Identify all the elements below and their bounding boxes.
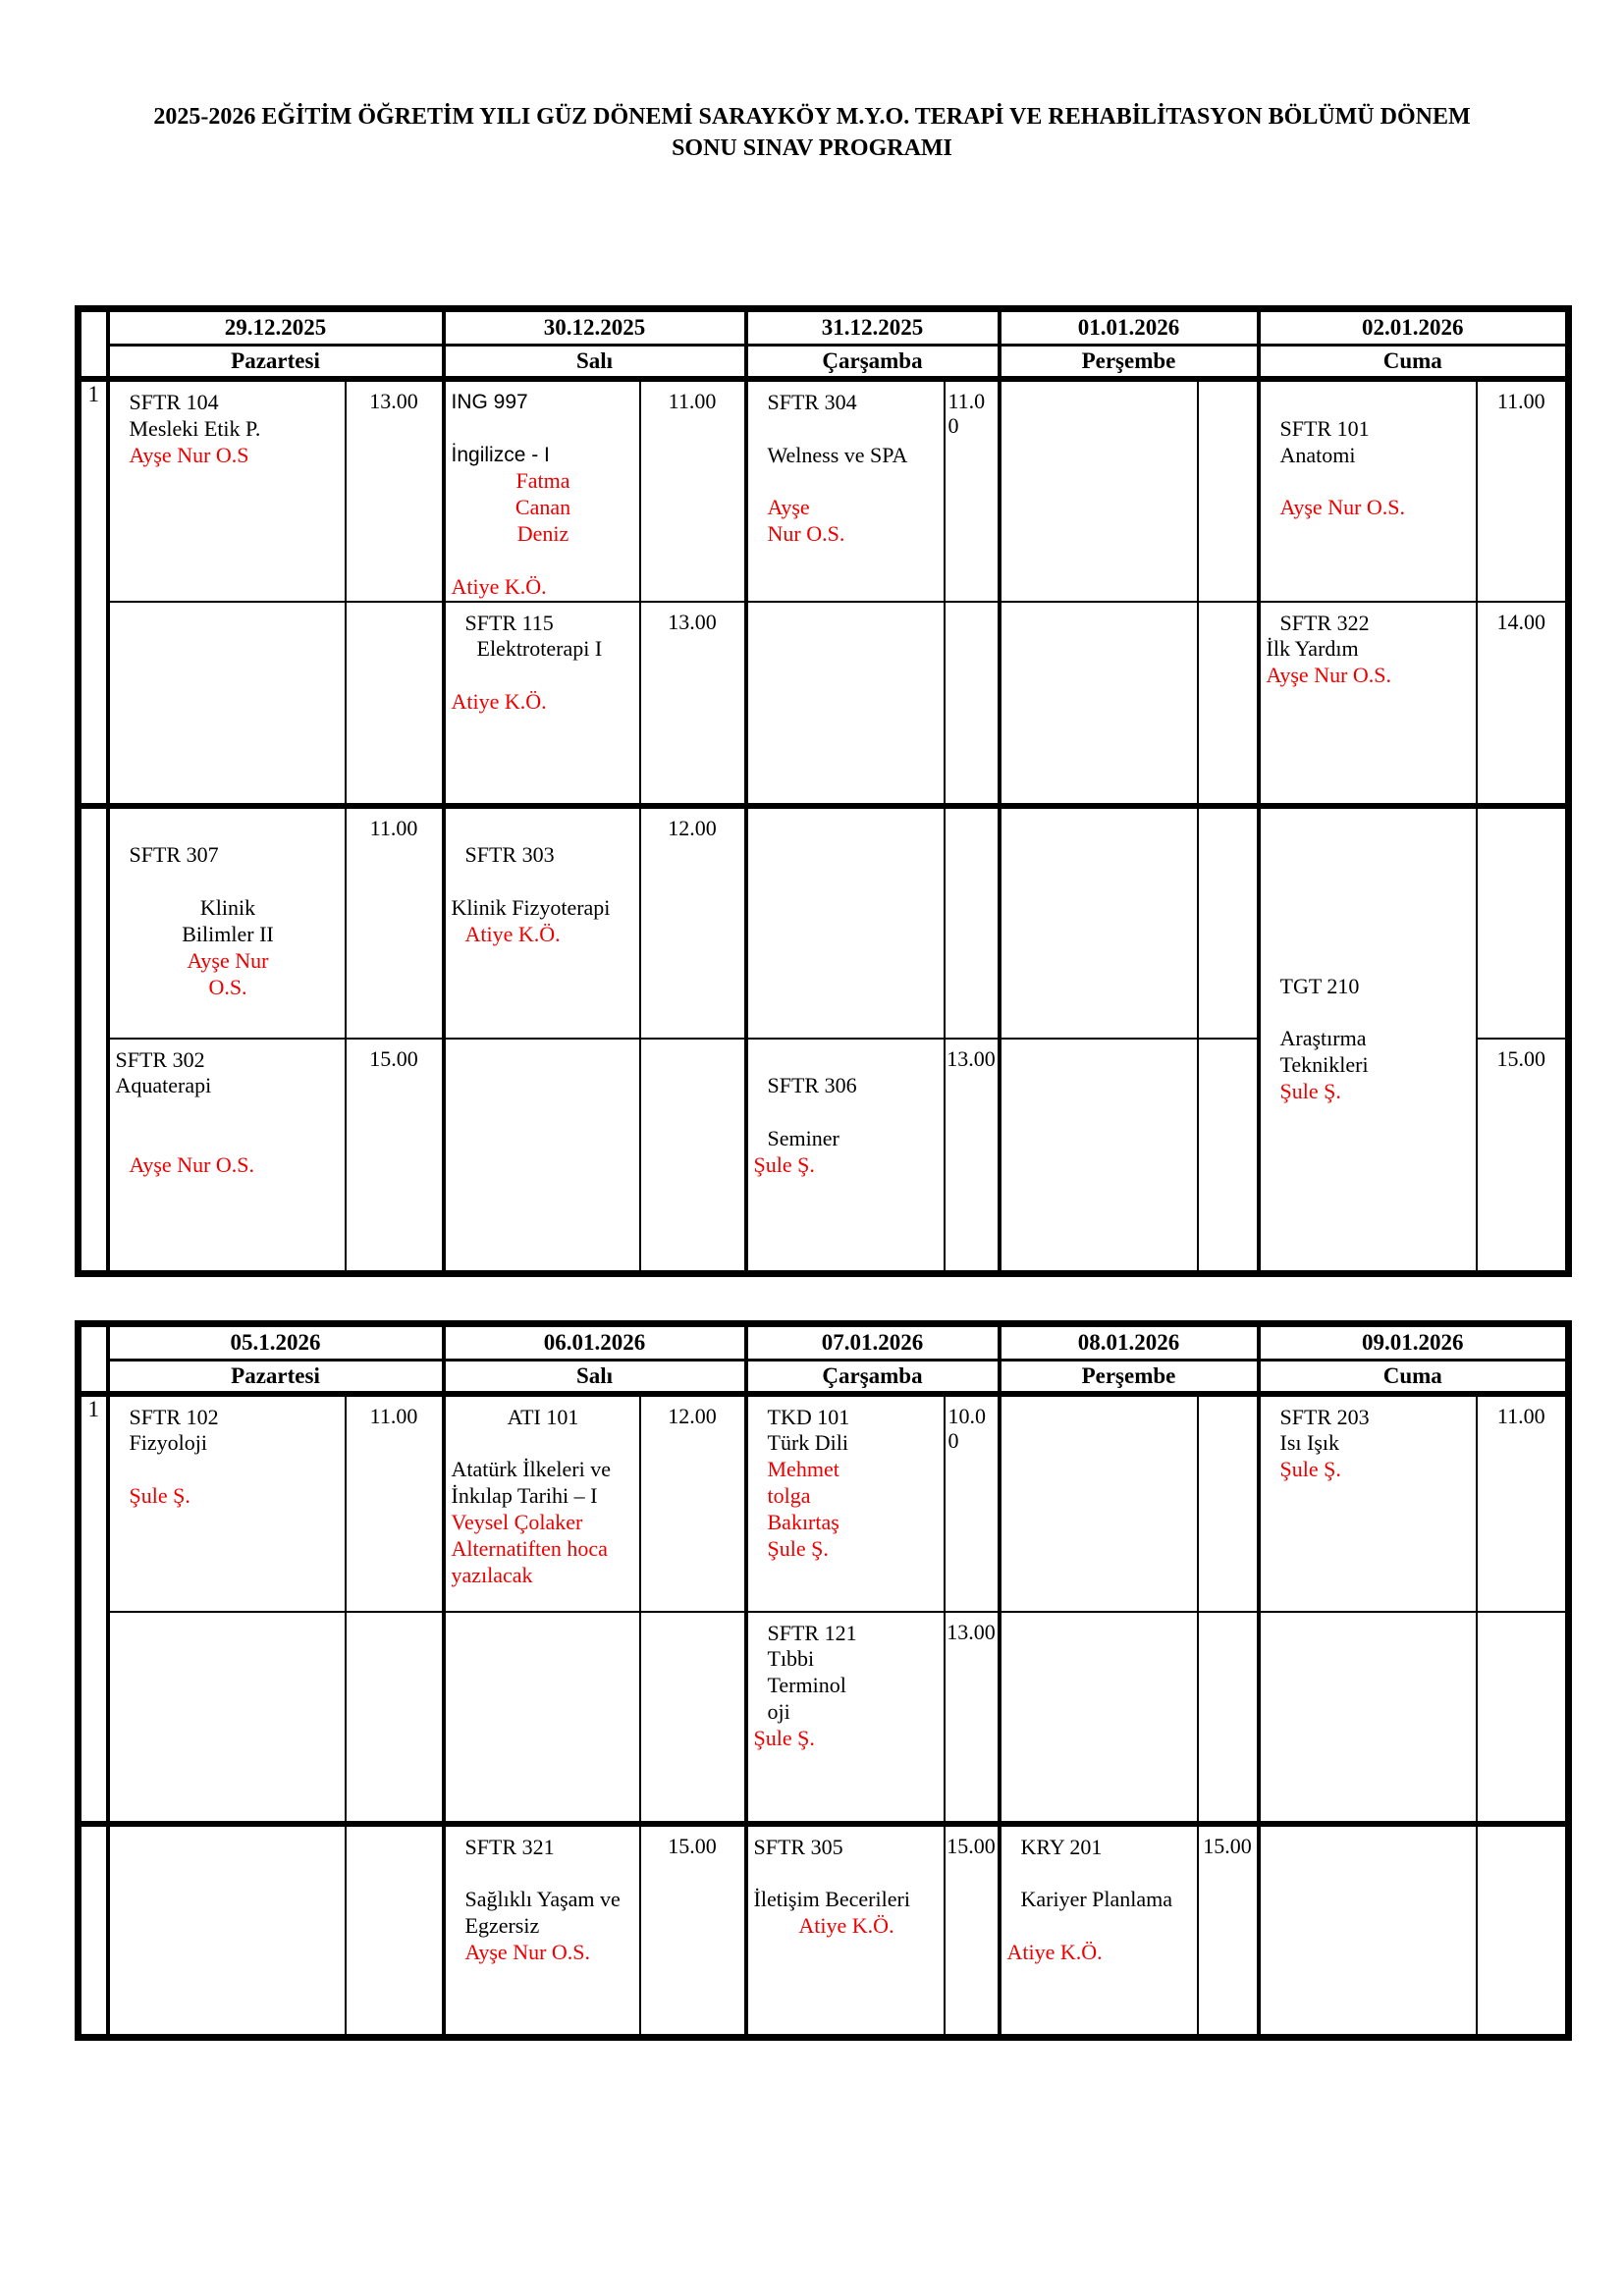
course-text: SFTR 115 — [464, 610, 554, 635]
exam-cell — [1000, 602, 1198, 806]
course-text: Teknikleri — [1279, 1052, 1369, 1078]
row-group-label-cell — [79, 1394, 108, 1824]
exam-time-cell — [640, 1612, 746, 1824]
course-text: TGT 210 — [1279, 973, 1360, 998]
exam-time-cell — [346, 1394, 444, 1612]
course-text — [1267, 390, 1472, 416]
course-text: Atatürk İlkeleri ve — [451, 1457, 611, 1482]
document-title-line-2: SONU SINAV PROGRAMI — [672, 134, 952, 161]
exam-cell — [444, 1394, 640, 1612]
exam-schedule-table-week-2 — [75, 1320, 1572, 2041]
schedule-row — [79, 806, 1569, 1039]
instructor-name: Canan — [514, 495, 571, 520]
course-text: İngilizce - I — [451, 443, 550, 466]
day-header: Perşembe — [1000, 1361, 1259, 1394]
exam-cell — [108, 1612, 346, 1824]
course-text: SFTR 203 — [1279, 1404, 1370, 1429]
course-text: Aquaterapi — [115, 1073, 212, 1098]
exam-time-cell — [346, 806, 444, 1039]
course-text — [1267, 468, 1472, 495]
exam-time-cell — [1198, 1824, 1259, 2038]
exam-cell — [746, 806, 945, 1039]
exam-time-cell — [945, 602, 1000, 806]
instructor-name: Şule Ş. — [767, 1535, 829, 1561]
exam-time-cell — [945, 379, 1000, 602]
exam-cell — [746, 1039, 945, 1274]
day-header: Çarşamba — [746, 1361, 1000, 1394]
row-group-label-cell — [79, 379, 108, 806]
date-header: 09.01.2026 — [1259, 1324, 1569, 1361]
exam-time-cell — [346, 602, 444, 806]
date-header: 30.12.2025 — [444, 309, 746, 346]
exam-time: 11.00 — [668, 388, 717, 413]
instructor-name: Bakırtaş — [767, 1509, 839, 1534]
exam-cell — [1000, 1394, 1198, 1612]
row-group-label-cell — [79, 1824, 108, 2038]
instructor-name: Atiye K.Ö. — [451, 573, 547, 599]
exam-cell — [444, 1612, 640, 1824]
course-text — [754, 1099, 940, 1126]
day-header: Perşembe — [1000, 346, 1259, 379]
course-text: Araştırma — [1279, 1026, 1367, 1051]
exam-cell — [444, 1824, 640, 2038]
instructor-name: Alternatiften hoca — [451, 1535, 608, 1561]
course-text — [116, 1457, 341, 1483]
exam-cell — [108, 379, 346, 602]
exam-time: 15.00 — [1496, 1045, 1545, 1071]
exam-time: 11.00 — [1496, 1403, 1545, 1428]
instructor-name: Ayşe Nur O.S — [129, 442, 249, 467]
exam-time-cell — [1198, 1612, 1259, 1824]
course-text — [452, 869, 635, 895]
course-text: Welness ve SPA — [767, 442, 908, 467]
course-text: SFTR 304 — [767, 389, 857, 414]
schedule-row — [79, 1394, 1569, 1612]
course-text: SFTR 303 — [464, 842, 555, 868]
instructor-name: Ayşe Nur O.S. — [129, 1151, 255, 1177]
exam-time-cell — [945, 1039, 1000, 1274]
date-header: 06.01.2026 — [444, 1324, 746, 1361]
course-text: SFTR 101 — [1279, 415, 1370, 441]
exam-time-cell — [1477, 1824, 1569, 2038]
exam-cell — [108, 806, 346, 1039]
exam-time-cell — [346, 379, 444, 602]
exam-time-cell — [1198, 806, 1259, 1039]
day-header: Cuma — [1259, 1361, 1569, 1394]
exam-time-cell — [640, 1039, 746, 1274]
course-text — [452, 548, 635, 574]
exam-time: 11.0 — [947, 388, 986, 413]
exam-time-cell — [640, 1394, 746, 1612]
day-header: Salı — [444, 1361, 746, 1394]
course-text: Fizyoloji — [129, 1430, 207, 1456]
exam-time-cell — [346, 1612, 444, 1824]
course-text — [754, 468, 940, 495]
exam-time: 11.00 — [369, 815, 418, 840]
course-text: oji — [767, 1699, 790, 1725]
tables-container — [75, 305, 1624, 2041]
course-text — [116, 1126, 341, 1152]
date-header-row — [79, 309, 1569, 346]
document-title-line-1: 2025-2026 EĞİTİM ÖĞRETİM YILI GÜZ DÖNEMİ SARAYKÖY M.Y.O. TERAPİ VE REHABİLİTASYON BÖLÜMÜ DÖNEM — [153, 104, 1471, 130]
course-text — [452, 1430, 635, 1457]
instructor-name: Veysel Çolaker — [451, 1509, 583, 1534]
instructor-name: Şule Ş. — [129, 1483, 190, 1509]
instructor-name: O.S. — [208, 974, 247, 999]
date-header: 05.1.2026 — [108, 1324, 444, 1361]
course-text: Egzersiz — [464, 1913, 540, 1939]
exam-time-cell — [1198, 1039, 1259, 1274]
exam-time: 11.00 — [1496, 388, 1545, 413]
exam-cell — [746, 1394, 945, 1612]
course-text: İnkılap Tarihi – I — [451, 1483, 598, 1509]
exam-time-cell — [1477, 379, 1569, 602]
exam-cell — [444, 602, 640, 806]
course-text: Isı Işık — [1279, 1430, 1339, 1456]
instructor-name: yazılacak — [451, 1562, 533, 1587]
date-header: 01.01.2026 — [1000, 309, 1259, 346]
instructor-name: Ayşe Nur O.S. — [1266, 663, 1392, 688]
course-text: İletişim Becerileri — [753, 1887, 910, 1912]
course-text: Sağlıklı Yaşam ve — [464, 1887, 621, 1912]
schedule-row — [79, 602, 1569, 806]
course-text: SFTR 306 — [767, 1073, 857, 1098]
exam-cell — [746, 1824, 945, 2038]
exam-cell — [108, 1824, 346, 2038]
schedule-row — [79, 1824, 1569, 2038]
course-text — [116, 1099, 341, 1126]
course-text: Klinik Fizyoterapi — [451, 895, 611, 921]
exam-cell — [1000, 1824, 1198, 2038]
course-text: Terminol — [767, 1673, 846, 1698]
exam-time: 15.00 — [369, 1045, 418, 1071]
course-text: SFTR 321 — [464, 1834, 555, 1859]
exam-cell — [1259, 1394, 1477, 1612]
exam-time-cell — [640, 602, 746, 806]
exam-time-cell — [1477, 806, 1569, 1039]
course-text: SFTR 104 — [129, 389, 219, 414]
exam-cell — [444, 379, 640, 602]
course-text: TKD 101 — [767, 1404, 850, 1429]
exam-cell — [108, 602, 346, 806]
exam-cell — [1259, 1612, 1477, 1824]
exam-time: 15.00 — [947, 1833, 996, 1858]
course-text: Seminer — [767, 1126, 839, 1151]
exam-cell — [1000, 1612, 1198, 1824]
course-text — [452, 817, 635, 843]
course-text: KRY 201 — [1020, 1834, 1103, 1859]
exam-time-cell — [346, 1824, 444, 2038]
exam-time-cell — [640, 379, 746, 602]
course-text — [452, 663, 635, 689]
course-text: SFTR 305 — [753, 1834, 843, 1859]
course-text — [1007, 1860, 1193, 1887]
exam-time: 0 — [947, 1427, 959, 1453]
course-text — [452, 1860, 635, 1887]
course-text: Türk Dili — [767, 1430, 848, 1456]
exam-time-cell — [945, 806, 1000, 1039]
course-text — [1007, 1913, 1193, 1940]
course-text — [754, 1860, 940, 1887]
exam-time-cell — [1477, 602, 1569, 806]
exam-schedule-table-week-1 — [75, 305, 1572, 1277]
exam-cell — [444, 806, 640, 1039]
exam-time: 13.00 — [947, 1045, 996, 1071]
course-text — [116, 817, 341, 843]
exam-time: 12.00 — [668, 1403, 717, 1428]
course-text: SFTR 322 — [1279, 610, 1370, 635]
day-header-row — [79, 1361, 1569, 1394]
exam-time-cell — [1198, 602, 1259, 806]
day-header: Pazartesi — [108, 1361, 444, 1394]
day-header: Cuma — [1259, 346, 1569, 379]
course-text: Bilimler II — [182, 921, 274, 946]
instructor-name: Ayşe Nur — [187, 947, 269, 973]
day-header: Çarşamba — [746, 346, 1000, 379]
course-text: SFTR 102 — [129, 1404, 219, 1429]
course-text: SFTR 121 — [767, 1620, 857, 1645]
course-text: Kariyer Planlama — [1020, 1887, 1173, 1912]
exam-cell — [108, 1394, 346, 1612]
course-text: Mesleki Etik P. — [129, 415, 261, 441]
course-text: ATI 101 — [507, 1404, 579, 1429]
course-text: İlk Yardım — [1266, 636, 1359, 662]
instructor-name: Atiye K.Ö. — [451, 689, 547, 715]
date-header: 29.12.2025 — [108, 309, 444, 346]
exam-time-cell — [1477, 1039, 1569, 1274]
exam-cell — [1259, 602, 1477, 806]
exam-time-cell — [945, 1394, 1000, 1612]
course-text — [452, 416, 635, 443]
exam-time: 15.00 — [668, 1833, 717, 1858]
schedule-row — [79, 1612, 1569, 1824]
course-text: Tıbbi — [767, 1646, 815, 1672]
course-text: Elektroterapi I — [476, 636, 603, 662]
exam-cell — [1259, 379, 1477, 602]
exam-time-cell — [640, 806, 746, 1039]
exam-time: 0 — [947, 413, 959, 439]
course-text: Anatomi — [1279, 442, 1356, 467]
exam-cell — [1259, 1824, 1477, 2038]
course-text: SFTR 302 — [115, 1046, 205, 1072]
exam-time-cell — [945, 1824, 1000, 2038]
exam-cell — [746, 1612, 945, 1824]
instructor-name: Şule Ş. — [1279, 1079, 1341, 1104]
document-title — [69, 102, 1555, 164]
exam-cell — [1000, 379, 1198, 602]
exam-time: 12.00 — [668, 815, 717, 840]
day-header: Pazartesi — [108, 346, 444, 379]
date-header: 31.12.2025 — [746, 309, 1000, 346]
date-header-row — [79, 1324, 1569, 1361]
day-header: Salı — [444, 346, 746, 379]
exam-time-cell — [1198, 1394, 1259, 1612]
instructor-name: Şule Ş. — [1279, 1457, 1341, 1482]
instructor-name: Atiye K.Ö. — [464, 921, 561, 946]
instructor-name: Ayşe Nur O.S. — [1279, 495, 1406, 520]
instructor-name: Nur O.S. — [767, 520, 845, 546]
row-group-label-cell — [79, 806, 108, 1274]
label-column-header — [79, 309, 108, 379]
course-text — [754, 416, 940, 443]
exam-time: 15.00 — [1203, 1833, 1252, 1858]
instructor-name: Ayşe Nur O.S. — [464, 1939, 591, 1964]
exam-time: 11.00 — [369, 1403, 418, 1428]
date-header: 08.01.2026 — [1000, 1324, 1259, 1361]
instructor-name: Deniz — [516, 521, 569, 547]
course-text: ING 997 — [451, 390, 528, 413]
exam-cell — [746, 602, 945, 806]
instructor-name: tolga — [767, 1483, 811, 1509]
exam-cell — [108, 1039, 346, 1274]
exam-time: 14.00 — [1496, 609, 1545, 634]
date-header: 07.01.2026 — [746, 1324, 1000, 1361]
exam-time-cell — [346, 1039, 444, 1274]
instructor-name: Fatma — [515, 468, 570, 494]
exam-time-cell — [1477, 1394, 1569, 1612]
exam-time: 10.0 — [947, 1403, 986, 1428]
exam-cell — [1000, 1039, 1198, 1274]
course-text — [1267, 1000, 1472, 1027]
course-text — [754, 1047, 940, 1074]
exam-time: 13.00 — [369, 388, 418, 413]
exam-time-cell — [945, 1612, 1000, 1824]
instructor-name: Atiye K.Ö. — [1006, 1939, 1103, 1964]
exam-time: 13.00 — [668, 609, 717, 634]
instructor-name: Şule Ş. — [753, 1151, 815, 1177]
exam-cell — [746, 379, 945, 602]
exam-time: 13.00 — [947, 1619, 996, 1644]
day-header-row — [79, 346, 1569, 379]
exam-time-cell — [640, 1824, 746, 2038]
exam-cell — [1000, 806, 1198, 1039]
label-column-header — [79, 1324, 108, 1394]
row-group-label: 1 — [87, 1396, 99, 1421]
row-group-label: 1 — [87, 381, 99, 406]
course-text — [116, 869, 341, 895]
course-text: SFTR 307 — [129, 842, 219, 868]
exam-time-cell — [1477, 1612, 1569, 1824]
course-text: Klinik — [199, 895, 256, 921]
instructor-name: Ayşe — [767, 495, 810, 520]
exam-cell — [444, 1039, 640, 1274]
exam-time-cell — [1198, 379, 1259, 602]
date-header: 02.01.2026 — [1259, 309, 1569, 346]
instructor-name: Şule Ş. — [753, 1725, 815, 1750]
instructor-name: Atiye K.Ö. — [798, 1913, 894, 1939]
exam-cell — [1259, 806, 1477, 1274]
schedule-row — [79, 379, 1569, 602]
instructor-name: Mehmet — [767, 1457, 839, 1482]
